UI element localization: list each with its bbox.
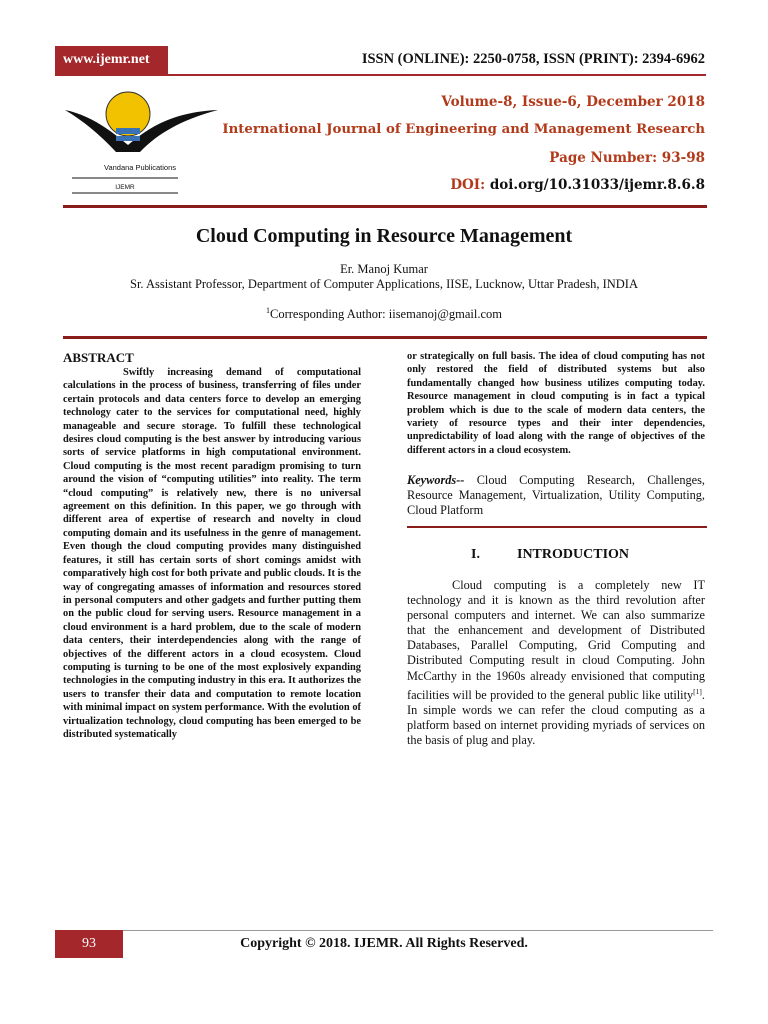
logo-tag: IJEMR [115,184,135,191]
doi-link[interactable]: doi.org/10.31033/ijemr.8.6.8 [489,177,705,193]
keywords-rule [407,526,707,528]
author-name: Er. Manoj Kumar [340,262,428,276]
abstract-text-left [63,366,361,741]
abstract-rule [63,336,707,339]
volume-issue: Volume-8, Issue-6, December 2018 [441,94,705,110]
keywords [407,473,705,519]
introduction-paragraph [407,578,705,748]
keywords-text: Cloud Computing Research, Challenges, Resource Management, Virtualization, Utility Computing, Cloud Platform [407,473,705,518]
journal-logo [60,90,220,205]
logo-publisher: Vandana Publications [104,163,176,172]
page-number-range: Page Number: 93-98 [549,150,705,166]
abstract-text-right: or strategically on full basis. The idea of cloud computing has not only restored the field of distributed systems but also fundamentally changed how business utilizes computing today. Resource management in cloud computing is in fact a typical problem which is due to the scale of modern data centers, the variety of resource types and their inter dependencies, unpredictability of load along with the range of objectives of the different actors in a cloud ecosystem. [407,351,705,456]
abstract-left-body: Swiftly increasing demand of computational calculations in the process of business, transferring of files under certain protocols and data centers force to develop an emerging technology cater to the services for computational need, highly manageable and secure storage. To fulfill these technological desires cloud computing is the best answer by introducing various sorts of service platforms in high computational environment. Cloud computing is the most recent paradigm promising to turn around the vision of “computing utilities” into reality. The term “cloud computing” is relatively new, there is no universal agreement on this definition. In this paper, we go through with different area of expertise of research and novelty in cloud computing domain and its usefulness in the genre of management. Even though the cloud computing provides many distinguished features, it still has certain sorts of short comings amidst with comparatively high cost for both private and public clouds. It is the way of congregating amasses of information and resources stored in personal computers and other gadgets and further putting them on the public cloud for serving users. Resource management in a cloud environment is a hard problem, due to the scale of modern data centers, their interdependencies along with the range of objectives of the different actors in a cloud ecosystem. Cloud computing is turning to be one of the most explosively expanding technologies in the computing industry in this era. It authorizes the users to transfer their data and computation to remote location with minimal impact on system performance. With the evolution of virtualization technology, cloud computing has been emerged to be distributed systematically [63,367,361,740]
issn-line: ISSN (ONLINE): 2250-0758, ISSN (PRINT): 2394-6962 [361,51,705,67]
section-number: I. [471,547,480,562]
section-title: INTRODUCTION [517,547,630,562]
site-url[interactable]: www.ijemr.net [55,46,168,74]
paper-title: Cloud Computing in Resource Management [195,225,573,247]
intro-text-b: . In simple words we can refer the cloud computing as a platform based on internet providing myriads of services on the basis of plug and play. [407,687,705,748]
corresponding-author [0,306,768,322]
doi-label: DOI: [450,177,486,193]
journal-name: International Journal of Engineering and Management Research [222,122,705,137]
keywords-label: Keywords-- [407,473,465,487]
intro-text-a: Cloud computing is a completely new IT technology and it is known as the third revolution after personal computers and internet. We can also summarize that the enhancement and development of Distributed Databases, Parallel Computing, Grid Computing and Distributed Computing result in cloud Computing. John McCarthy in the 1960s already envisioned that computing facilities will be provided to the general public like utility [407,578,705,702]
header-rule [55,74,706,76]
title-rule [63,205,707,208]
corr-text: Corresponding Author: iisemanoj@gmail.com [270,307,502,322]
footer-rule [123,930,713,931]
corr-superscript: 1 [266,306,270,315]
author-affiliation: Sr. Assistant Professor, Department of Computer Applications, IISE, Lucknow, Uttar Pradesh, INDIA [130,277,638,291]
copyright: Copyright © 2018. IJEMR. All Rights Reserved. [240,936,528,951]
doi-line [450,177,705,193]
page-number: 93 [55,930,123,958]
abstract-heading: ABSTRACT [63,350,134,365]
citation[interactable]: [1] [693,686,702,696]
